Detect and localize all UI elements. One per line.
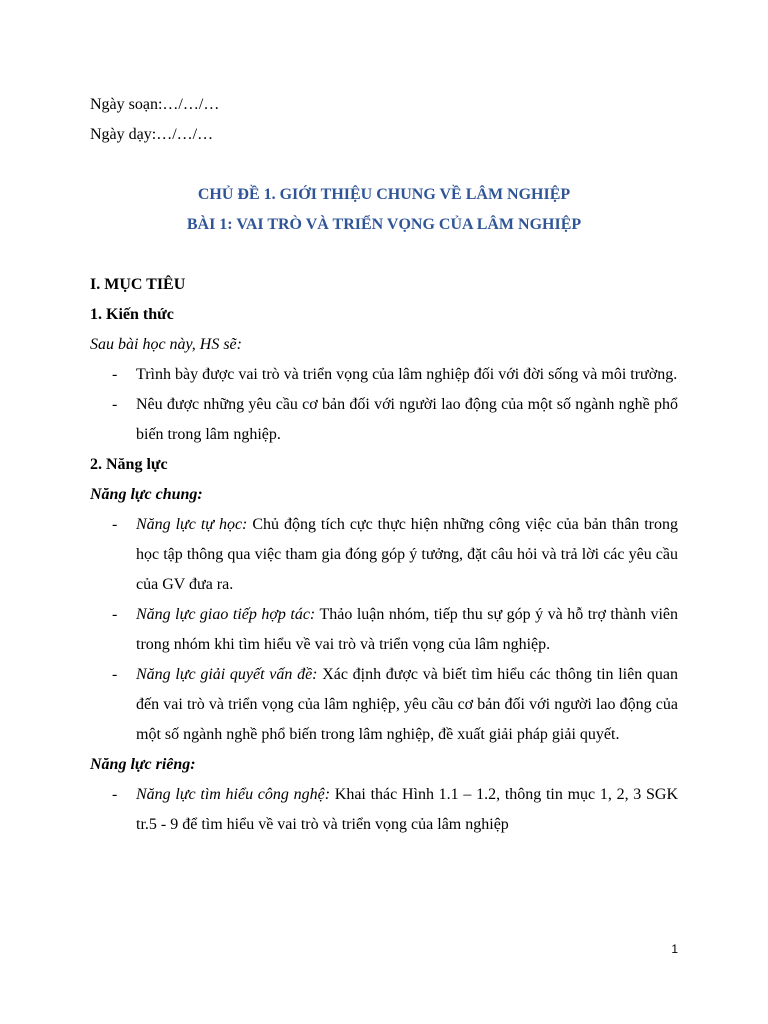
competence-text: Khai thác Hình 1.1 – 1.2, thông tin mục 1, 2, 3 SGK tr.5 - 9 để tìm hiểu về vai trò và triển vọng của lâm nghiệp xyxy=(136,786,679,833)
competence-text: Chủ động tích cực thực hiện những công việc của bản thân trong học tập thông qua việc tham gia đóng góp ý tưởng, đặt câu hỏi và trả lời các yêu cầu của GV đưa ra. xyxy=(136,516,679,593)
subheading-knowledge: 1. Kiến thức xyxy=(90,306,174,323)
competence-lead: Năng lực tìm hiểu công nghệ: xyxy=(136,786,331,803)
competence-text: Thảo luận nhóm, tiếp thu sự góp ý và hỗ trợ thành viên trong nhóm khi tìm hiểu về vai trò và triển vọng của lâm nghiệp. xyxy=(136,606,679,653)
bullet-dash: - xyxy=(112,786,118,803)
knowledge-item xyxy=(90,390,678,450)
knowledge-item xyxy=(90,360,678,390)
date-taught: Ngày dạy:…/…/… xyxy=(90,126,214,143)
competence-text: Xác định được và biết tìm hiểu các thông tin liên quan đến vai trò và triển vọng của lâm nghiệp, yêu cầu cơ bản đối với người lao động của một số ngành nghề phổ biến trong lâm nghiệp, đề xuất giải pháp giải quyết. xyxy=(136,666,678,743)
spacer xyxy=(90,150,678,180)
general-competence-heading: Năng lực chung: xyxy=(90,486,203,503)
specific-competence-item xyxy=(90,780,678,840)
bullet-dash: - xyxy=(112,396,118,413)
competence-lead: Năng lực giao tiếp hợp tác: xyxy=(136,606,316,623)
bullet-dash: - xyxy=(112,516,118,533)
page-content xyxy=(90,90,678,840)
spacer xyxy=(90,240,678,270)
knowledge-item-text: Trình bày được vai trò và triển vọng của lâm nghiệp đối với đời sống và môi trường. xyxy=(136,366,678,383)
lesson-title: BÀI 1: VAI TRÒ VÀ TRIỂN VỌNG CỦA LÂM NGHIỆP xyxy=(186,216,582,233)
knowledge-intro: Sau bài học này, HS sẽ: xyxy=(90,336,242,353)
general-competence-item xyxy=(90,510,678,600)
bullet-dash: - xyxy=(112,666,118,683)
knowledge-item-text: Nêu được những yêu cầu cơ bản đối với người lao động của một số ngành nghề phổ biến trong lâm nghiệp. xyxy=(136,396,678,443)
page-number: 1 xyxy=(671,942,678,956)
subheading-competence: 2. Năng lực xyxy=(90,456,168,473)
date-prepared: Ngày soạn:…/…/… xyxy=(90,96,220,113)
competence-lead: Năng lực tự học: xyxy=(136,516,248,533)
topic-title: CHỦ ĐỀ 1. GIỚI THIỆU CHUNG VỀ LÂM NGHIỆP xyxy=(197,186,571,203)
bullet-dash: - xyxy=(112,606,118,623)
competence-lead: Năng lực giải quyết vấn đề: xyxy=(136,666,318,683)
specific-competence-heading: Năng lực riêng: xyxy=(90,756,196,773)
bullet-dash: - xyxy=(112,366,118,383)
section-heading-objectives: I. MỤC TIÊU xyxy=(90,276,186,293)
general-competence-item xyxy=(90,600,678,660)
general-competence-item xyxy=(90,660,678,750)
